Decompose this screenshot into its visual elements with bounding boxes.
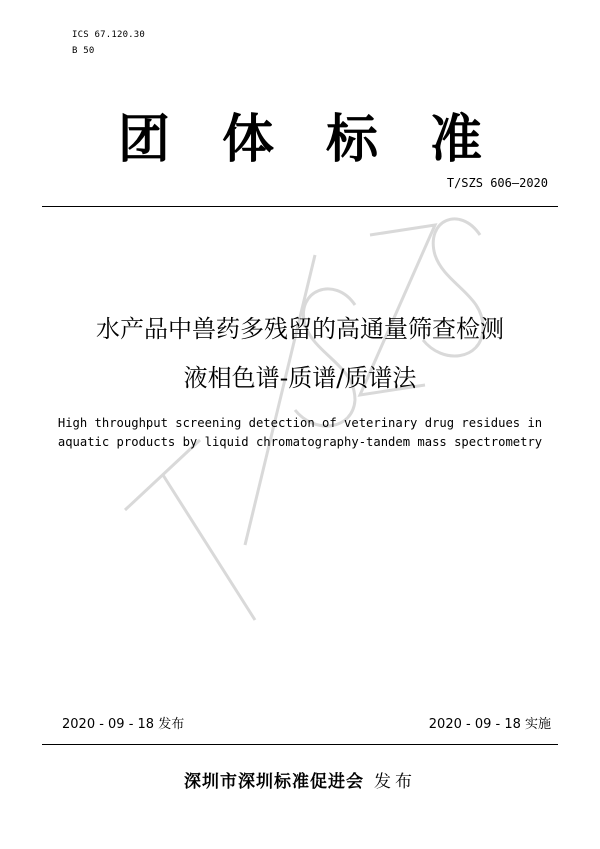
document-type-heading: 团体标准 — [117, 110, 534, 170]
implementation-date: 2020 - 09 - 18 实施 — [428, 717, 551, 732]
title-english-line-1: High throughput screening detection of veterinary drug residues in — [57, 416, 543, 430]
title-chinese-line-2: 液相色谱-质谱/质谱法 — [183, 364, 417, 392]
ics-code: ICS 67.120.30 — [72, 30, 146, 40]
publisher-organization: 深圳市深圳标准促进会 — [184, 772, 364, 792]
watermark-logo — [105, 195, 525, 625]
bottom-divider — [42, 744, 558, 745]
watermark-letter-t — [125, 440, 255, 620]
classification-code: B 50 — [72, 46, 95, 56]
standard-number: T/SZS 606—2020 — [446, 176, 548, 190]
publication-date: 2020 - 09 - 18 发布 — [62, 717, 185, 732]
title-chinese-line-1: 水产品中兽药多残留的高通量筛查检测 — [96, 315, 504, 343]
publisher-action: 发布 — [374, 772, 416, 792]
top-divider — [42, 206, 558, 207]
title-english-line-2: aquatic products by liquid chromatography-tandem mass spectrometry — [57, 435, 543, 449]
watermark-letter-s-1 — [295, 289, 355, 426]
watermark-slash-1 — [245, 255, 315, 545]
publisher-line — [0, 770, 600, 794]
